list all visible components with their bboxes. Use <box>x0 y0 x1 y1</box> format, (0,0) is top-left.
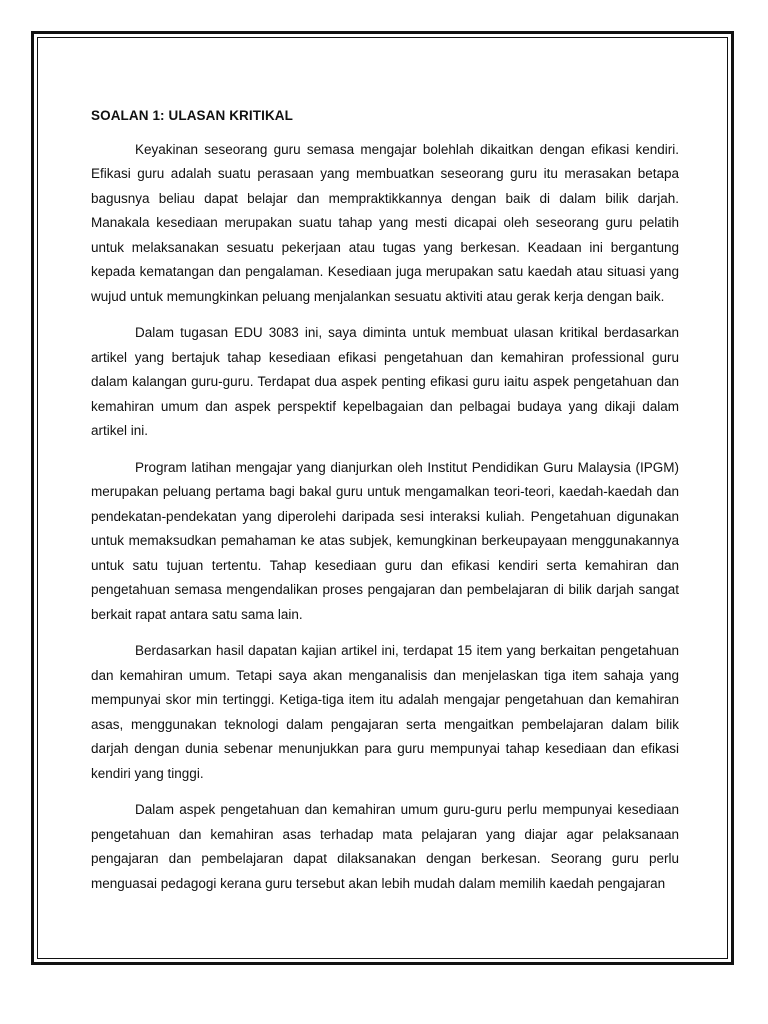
section-heading: SOALAN 1: ULASAN KRITIKAL <box>91 108 293 123</box>
paragraph-5: Dalam aspek pengetahuan dan kemahiran umum guru-guru perlu mempunyai kesediaan pengetahuan dan kemahiran asas terhadap mata pelajaran yang diajar agar pelaksanaan pengajaran dan pembelajaran dapat dilaksanakan dengan berkesan. Seorang guru perlu menguasai pedagogi kerana guru tersebut akan lebih mudah dalam memilih kaedah pengajaran <box>91 802 679 891</box>
paragraph-2: Dalam tugasan EDU 3083 ini, saya diminta untuk membuat ulasan kritikal berdasarkan artikel yang bertajuk tahap kesediaan efikasi pengetahuan dan kemahiran professional guru dalam kalangan guru-guru. Terdapat dua aspek penting efikasi guru iaitu aspek pengetahuan dan kemahiran umum dan aspek perspektif kepelbagaian dan pelbagai budaya yang dikaji dalam artikel ini. <box>91 325 679 438</box>
document-body <box>91 104 679 908</box>
paragraph-1: Keyakinan seseorang guru semasa mengajar bolehlah dikaitkan dengan efikasi kendiri. Efikasi guru adalah suatu perasaan yang membuatkan seseorang guru itu merasakan betapa bagusnya beliau dapat belajar dan mempraktikkannya dengan baik di dalam bilik darjah. Manakala kesediaan merupakan suatu tahap yang mesti dicapai oleh seseorang guru pelatih untuk melaksanakan sesuatu pekerjaan atau tugas yang berkesan. Keadaan ini bergantung kepada kematangan dan pengalaman. Kesediaan juga merupakan satu kaedah atau situasi yang wujud untuk memungkinkan peluang menjalankan sesuatu aktiviti atau gerak kerja dengan baik. <box>91 141 679 304</box>
paragraph-4: Berdasarkan hasil dapatan kajian artikel ini, terdapat 15 item yang berkaitan pengetahuan dan kemahiran umum. Tetapi saya akan menganalisis dan menjelaskan tiga item sahaja yang mempunyai skor min tertinggi. Ketiga-tiga item itu adalah mengajar pengetahuan dan kemahiran asas, menggunakan teknologi dalam pengajaran serta mengaitkan pembelajaran dalam bilik darjah dengan dunia sebenar menunjukkan para guru mempunyai tahap kesediaan dan efikasi kendiri yang tinggi. <box>91 643 679 781</box>
paragraph-3: Program latihan mengajar yang dianjurkan oleh Institut Pendidikan Guru Malaysia (IPGM) merupakan peluang pertama bagi bakal guru untuk mengamalkan teori-teori, kaedah-kaedah dan pendekatan-pendekatan yang diperolehi daripada sesi interaksi kuliah. Pengetahuan digunakan untuk memaksudkan pemahaman ke atas subjek, kemungkinan berkeupayaan menggunakannya untuk satu tujuan tertentu. Tahap kesediaan guru dan efikasi kendiri serta kemahiran dan pengetahuan semasa mengendalikan proses pengajaran dan pembelajaran di bilik darjah sangat berkait rapat antara satu sama lain. <box>91 459 679 622</box>
